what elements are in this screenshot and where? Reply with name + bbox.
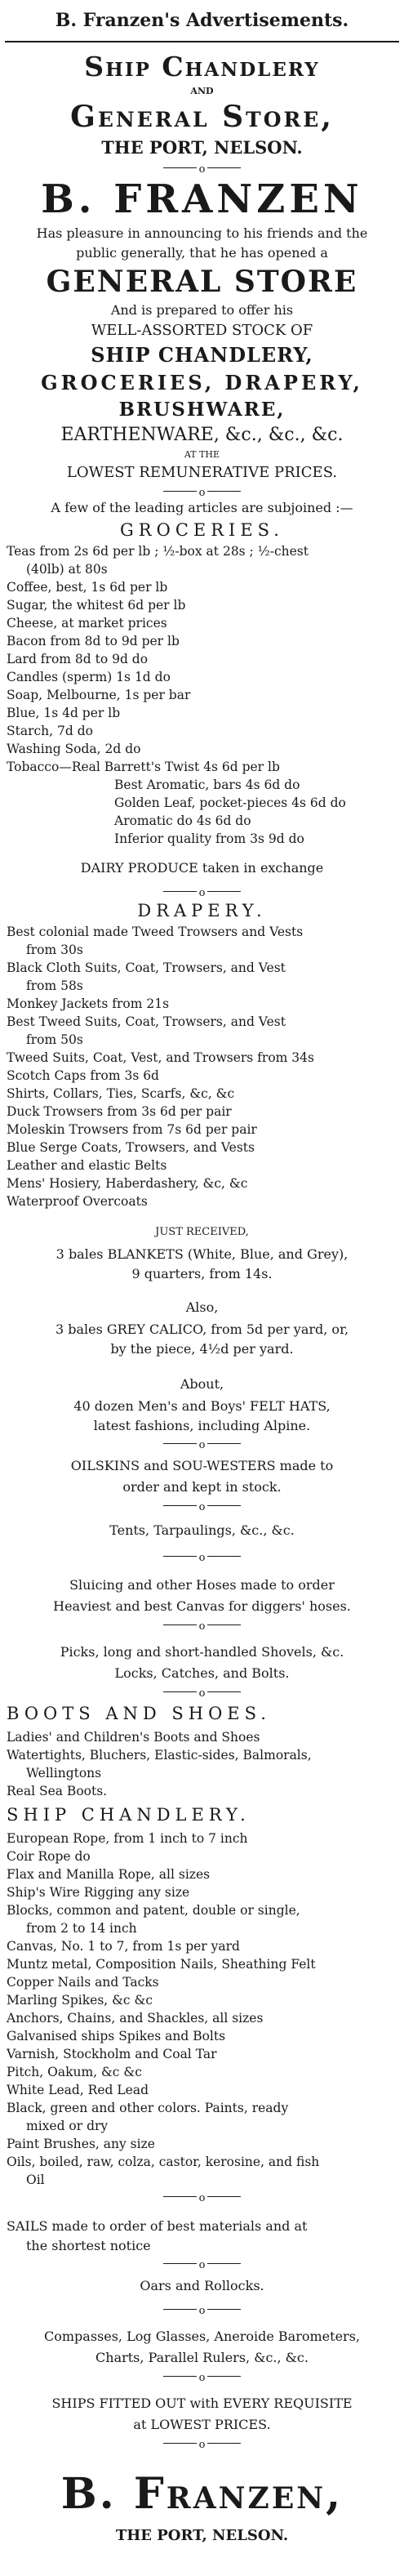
list-item: Varnish, Stockholm and Coal Tar	[7, 2047, 217, 2061]
list-item: Oils, boiled, raw, colza, castor, kerosine, and fish	[7, 2155, 320, 2169]
list-item: Galvanised ships Spikes and Bolts	[7, 2029, 226, 2043]
list-item: Candles (sperm) 1s 1d do	[7, 670, 171, 684]
compasses-line: Charts, Parallel Rulers, &c., &c.	[95, 2350, 309, 2365]
felt-hats-line: latest fashions, including Alpine.	[93, 1418, 311, 1433]
drapery-list	[0, 923, 404, 1210]
footer-address: THE PORT, NELSON.	[115, 2527, 289, 2544]
list-item: Golden Leaf, pocket-pieces 4s 6d do	[114, 796, 346, 810]
list-item: (40lb) at 80s	[26, 562, 108, 577]
felt-hats-line: 40 dozen Men's and Boys' FELT HATS,	[73, 1398, 331, 1414]
merchant-name: B. FRANZEN	[41, 176, 363, 222]
boots-list	[0, 1728, 404, 1800]
list-item: Flax and Manilla Rope, all sizes	[7, 1867, 211, 1882]
oars-line: Oars and Rollocks.	[140, 2278, 264, 2293]
list-item: Coffee, best, 1s 6d per lb	[7, 580, 168, 595]
also-line: Also,	[185, 1299, 219, 1315]
list-item: Canvas, No. 1 to 7, from 1s per yard	[7, 1939, 240, 1954]
ship-chandlery-line: SHIP CHANDLERY,	[91, 343, 313, 367]
list-item: Ship's Wire Rigging any size	[7, 1885, 190, 1900]
list-item: White Lead, Red Lead	[7, 2083, 149, 2097]
list-item: from 58s	[26, 978, 83, 993]
at-the-line: AT THE	[184, 449, 220, 460]
list-item: Copper Nails and Tacks	[7, 1975, 159, 1990]
just-received-line: JUST RECEIVED,	[155, 1226, 249, 1238]
list-item: from 2 to 14 inch	[26, 1921, 137, 1936]
list-item: Cheese, at market prices	[7, 616, 167, 631]
list-item: Monkey Jackets from 21s	[7, 996, 170, 1011]
list-item: European Rope, from 1 inch to 7 inch	[7, 1831, 248, 1846]
general-store-heading: GENERAL STORE	[46, 265, 358, 299]
picks-line: Picks, long and short-handled Shovels, &c.	[60, 1644, 344, 1660]
divider: o	[0, 160, 404, 175]
ships-fitted-line: SHIPS FITTED OUT with EVERY REQUISITE	[51, 2396, 353, 2411]
list-item: Bacon from 8d to 9d per lb	[7, 634, 180, 648]
list-item: Washing Soda, 2d do	[7, 742, 141, 756]
blankets-line: 9 quarters, from 14s.	[131, 1266, 273, 1281]
divider: o	[0, 1549, 404, 1563]
about-line: About,	[180, 1376, 224, 1392]
oilskins-line: OILSKINS and SOU-WESTERS made to	[70, 1458, 334, 1473]
list-item: mixed or dry	[26, 2119, 109, 2133]
list-item: Anchors, Chains, and Shackles, all sizes	[7, 2011, 264, 2026]
drapery-heading: DRAPERY.	[137, 901, 267, 920]
list-item: Scotch Caps from 3s 6d	[7, 1068, 159, 1083]
list-item: Sugar, the whitest 6d per lb	[7, 598, 186, 613]
intro-line: Has pleasure in announcing to his friends and the	[36, 225, 368, 241]
list-item: Duck Trowsers from 3s 6d per pair	[7, 1104, 232, 1119]
sails-line: SAILS made to order of best materials and at	[7, 2218, 308, 2234]
list-item: from 50s	[26, 1032, 83, 1047]
list-item: Muntz metal, Composition Nails, Sheathing Felt	[7, 1957, 316, 1972]
list-item: Paint Brushes, any size	[7, 2137, 155, 2151]
list-item: Blue Serge Coats, Trowsers, and Vests	[7, 1140, 255, 1155]
list-item: Aromatic do 4s 6d do	[114, 813, 251, 828]
list-item: Tobacco—Real Barrett's Twist 4s 6d per lb	[7, 760, 280, 774]
heading-general-store: General Store,	[70, 100, 334, 134]
list-item: Pitch, Oakum, &c &c	[7, 2065, 142, 2079]
picks-line: Locks, Catches, and Bolts.	[114, 1665, 290, 1681]
divider: o	[0, 2369, 404, 2383]
hoses-line: Sluicing and other Hoses made to order	[69, 1577, 335, 1593]
hoses-line: Heaviest and best Canvas for diggers' hoses.	[53, 1598, 351, 1614]
divider: o	[0, 1498, 404, 1513]
list-item: from 30s	[26, 943, 83, 957]
list-item: Mens' Hosiery, Haberdashery, &c, &c	[7, 1176, 248, 1191]
grey-calico-line: by the piece, 4½d per yard.	[110, 1341, 294, 1357]
intro-line: public generally, that he has opened a	[76, 245, 328, 261]
list-item: Waterproof Overcoats	[7, 1194, 148, 1209]
list-item: Black, green and other colors. Paints, ready	[7, 2101, 289, 2115]
footer-merchant-name: B. Franzen,	[60, 2469, 344, 2519]
boots-shoes-heading: BOOTS AND SHOES.	[7, 1704, 271, 1723]
list-item: Inferior quality from 3s 9d do	[114, 831, 304, 846]
divider: o	[0, 1617, 404, 1632]
heading-ship-chandlery: Ship Chandlery	[84, 51, 320, 82]
list-item: Moleskin Trowsers from 7s 6d per pair	[7, 1122, 257, 1137]
earthenware-line: EARTHENWARE, &c., &c., &c.	[60, 425, 344, 445]
list-item: Leather and elastic Belts	[7, 1158, 167, 1173]
ship-chandlery-heading: SHIP CHANDLERY.	[7, 1805, 251, 1825]
assorted-stock-line: WELL-ASSORTED STOCK OF	[91, 322, 313, 339]
groceries-heading: GROCERIES.	[120, 520, 284, 540]
list-item: Watertights, Bluchers, Elastic-sides, Balmorals,	[7, 1748, 312, 1763]
list-item: Blue, 1s 4d per lb	[7, 706, 121, 720]
groceries-list	[0, 542, 404, 848]
heading-address: THE PORT, NELSON.	[101, 137, 303, 158]
ships-fitted-line: at LOWEST PRICES.	[133, 2417, 271, 2432]
list-item: Blocks, common and patent, double or single,	[7, 1903, 300, 1918]
list-item: Real Sea Boots.	[7, 1784, 108, 1798]
compasses-line: Compasses, Log Glasses, Aneroide Barometers,	[44, 2329, 360, 2344]
list-item: Best Tweed Suits, Coat, Trowsers, and Vest	[7, 1014, 286, 1029]
prices-line: LOWEST REMUNERATIVE PRICES.	[66, 464, 338, 481]
divider: o	[0, 1436, 404, 1451]
divider: o	[0, 2256, 404, 2271]
list-item: Teas from 2s 6d per lb ; ½-box at 28s ; ½-chest	[7, 544, 309, 559]
sails-line: the shortest notice	[26, 2238, 151, 2253]
list-item: Best Aromatic, bars 4s 6d do	[114, 778, 300, 792]
list-item: Lard from 8d to 9d do	[7, 652, 149, 666]
list-item: Soap, Melbourne, 1s per bar	[7, 688, 191, 702]
list-item: Marling Spikes, &c &c	[7, 1993, 153, 2008]
oilskins-line: order and kept in stock.	[122, 1479, 282, 1495]
dairy-produce-line: DAIRY PRODUCE taken in exchange	[80, 860, 324, 876]
tents-line: Tents, Tarpaulings, &c., &c.	[109, 1522, 295, 1538]
groceries-drapery-line: GROCERIES, DRAPERY,	[41, 371, 363, 394]
list-item: Oil	[26, 2173, 45, 2187]
list-item: Coir Rope do	[7, 1849, 91, 1864]
divider: o	[0, 484, 404, 498]
list-item: Shirts, Collars, Ties, Scarfs, &c, &c	[7, 1086, 235, 1101]
list-item: Wellingtons	[26, 1766, 102, 1780]
divider: o	[0, 1684, 404, 1699]
list-item: Starch, 7d do	[7, 724, 93, 738]
list-item: Tweed Suits, Coat, Vest, and Trowsers from 34s	[7, 1050, 314, 1065]
articles-intro: A few of the leading articles are subjoined :—	[51, 500, 353, 515]
prepared-line: And is prepared to offer his	[110, 302, 294, 318]
divider: o	[0, 884, 404, 898]
grey-calico-line: 3 bales GREY CALICO, from 5d per yard, or,	[55, 1321, 349, 1337]
top-rule	[5, 41, 399, 42]
advertisements-title: B. Franzen's Advertisements.	[55, 10, 349, 31]
divider: o	[0, 2302, 404, 2316]
list-item: Best colonial made Tweed Trowsers and Vests	[7, 925, 304, 939]
divider: o	[0, 2189, 404, 2204]
heading-and: AND	[190, 86, 214, 96]
chandlery-list	[0, 1829, 404, 2189]
brushware-line: BRUSHWARE,	[118, 399, 286, 421]
list-item: Ladies' and Children's Boots and Shoes	[7, 1730, 260, 1745]
list-item: Black Cloth Suits, Coat, Trowsers, and Vest	[7, 960, 286, 975]
blankets-line: 3 bales BLANKETS (White, Blue, and Grey),	[55, 1246, 349, 1262]
divider: o	[0, 2436, 404, 2450]
